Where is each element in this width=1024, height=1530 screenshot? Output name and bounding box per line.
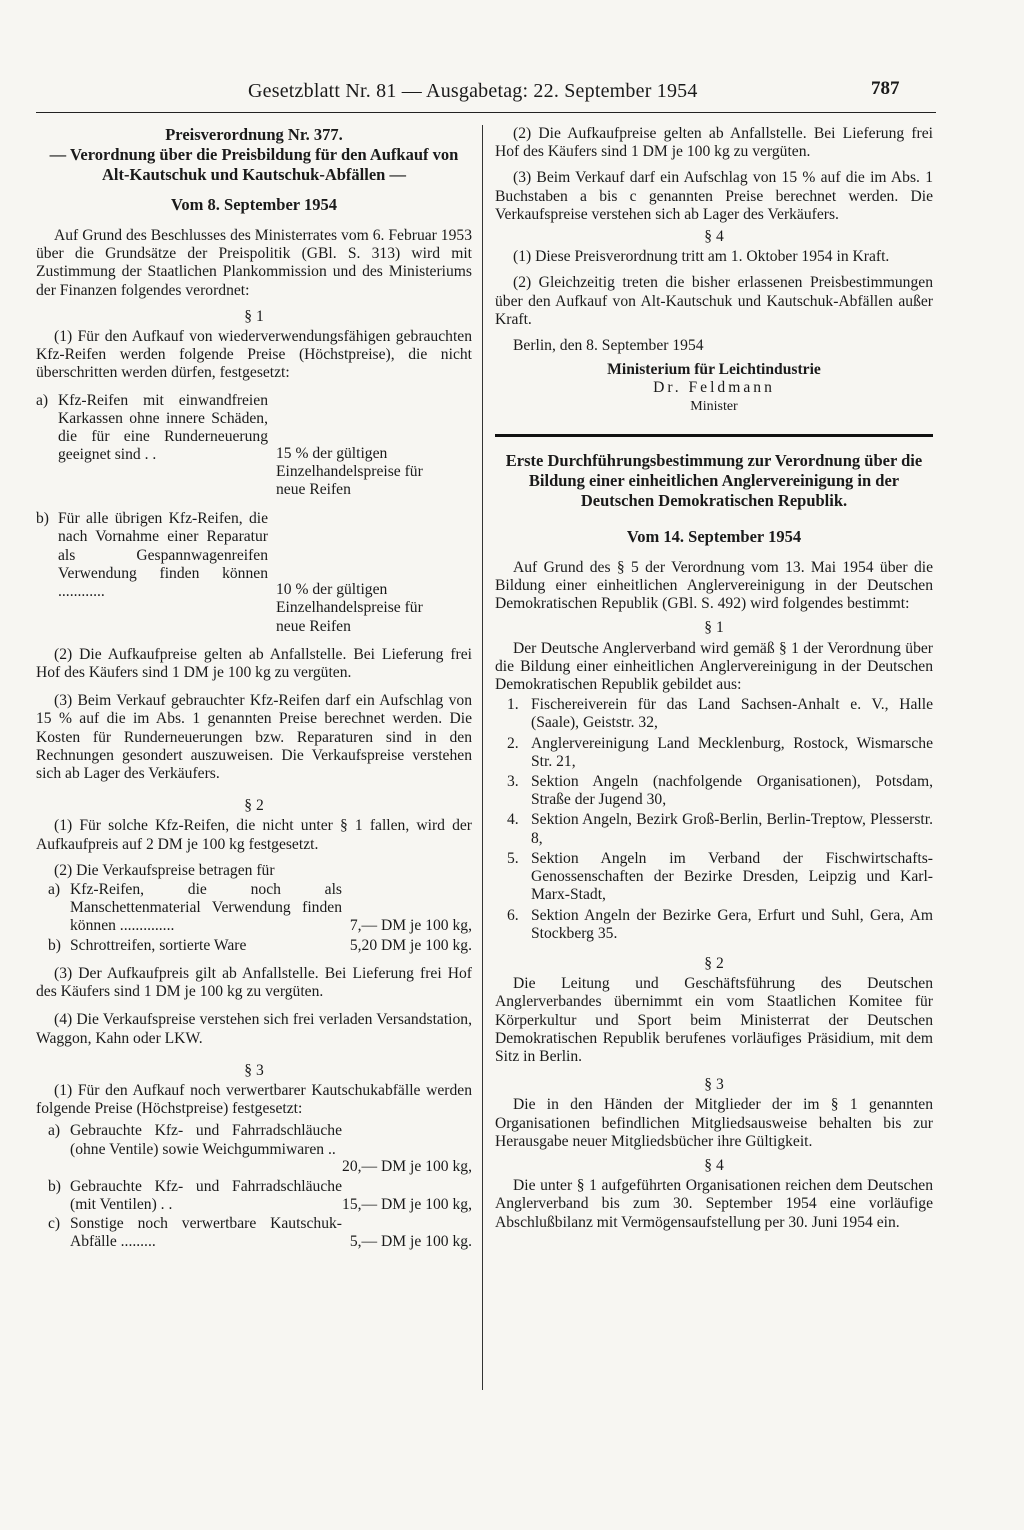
list-item-text: Sektion Angeln (nachfolgende Organisationen), Potsdam, Straße der Jugend 30, (531, 773, 933, 809)
item-text: Sonstige noch verwertbare Kautschuk-Abfälle ......... (70, 1214, 342, 1251)
section-3-para-1: (1) Für den Aufkauf noch verwertbarer Kautschukabfälle werden folgende Preise (Höchstpreise) festgesetzt: (36, 1081, 472, 1118)
price-item-1b (36, 509, 472, 636)
list-item (507, 735, 933, 771)
list-item (507, 907, 933, 943)
item-label: b) (48, 1177, 61, 1195)
list-item-number: 1. (507, 696, 519, 714)
header-rule (36, 112, 936, 113)
item-label: a) (48, 881, 61, 899)
header-title: Gesetzblatt Nr. 81 — Ausgabetag: 22. September 1954 (248, 80, 698, 102)
section-separator (495, 434, 933, 437)
regulation-date: Vom 14. September 1954 (626, 526, 802, 546)
section-2-heading: § 2 (244, 797, 264, 815)
item-text: Für alle übrigen Kfz-Reifen, die nach Vornahme einer Reparatur als Gespannwagenreifen Verwendung finden können ............ (58, 510, 268, 601)
list-item-number: 3. (507, 773, 519, 791)
regulation-intro: Auf Grund des § 5 der Verordnung vom 13. Mai 1954 über die Bildung einer einheitlichen Anglervereinigung in der Deutschen Demokratischen Republik (GBl. S. 492) wird folgendes bestimmt: (495, 558, 933, 613)
list-item (507, 696, 933, 732)
list-item-number: 6. (507, 906, 519, 924)
item-text: Kfz-Reifen mit einwandfreien Karkassen ohne innere Schäden, die für eine Runderneuerung geeignet sind . . (58, 391, 268, 464)
section-2-para-4: (4) Die Verkaufspreise verstehen sich frei verladen Versandstation, Waggon, Kahn oder LKW. (36, 1011, 472, 1047)
item-price: 15,— DM je 100 kg, (342, 1195, 472, 1213)
section-1-para-3: (3) Beim Verkauf gebrauchter Kfz-Reifen darf ein Aufschlag von 15 % auf die im Abs. 1 genannten Preise berechnet werden. Die Kosten für Runderneuerungen bzw. Reparaturen sind in den Rechnungen gesondert auszuweisen. Die Verkaufspreise verstehen sich ab Lager des Verkäufers. (36, 692, 472, 783)
list-item-number: 2. (507, 734, 519, 752)
signer-title: Minister (690, 398, 738, 414)
reg-section-4-heading: § 4 (704, 1156, 724, 1174)
place-date: Berlin, den 8. September 1954 (513, 337, 704, 355)
section-3-para-3: (3) Beim Verkauf darf ein Aufschlag von 15 % auf die im Abs. 1 Buchstaben a bis c genannten Preise berechnet werden. Die Verkaufspreise verstehen sich ab Lager des Verkäufers. (495, 169, 933, 223)
price-item-3c (48, 1215, 472, 1251)
section-2-para-1: (1) Für solche Kfz-Reifen, die nicht unter § 1 fallen, wird der Aufkaufpreis auf 2 DM je 100 kg festgesetzt. (36, 817, 472, 853)
left-column (36, 125, 472, 1251)
list-item-number: 5. (507, 849, 519, 867)
item-label: b) (48, 936, 61, 954)
item-label: c) (48, 1214, 61, 1232)
list-item-number: 4. (507, 811, 519, 829)
item-price: 15 % der gültigen Einzelhandelspreise für neue Reifen (276, 444, 423, 499)
section-4-para-1: (1) Diese Preisverordnung tritt am 1. Oktober 1954 in Kraft. (513, 248, 890, 266)
section-1-para-2: (2) Die Aufkaufpreise gelten ab Anfallstelle. Bei Lieferung frei Hof des Käufers sind 1 DM je 100 kg zu vergüten. (36, 645, 472, 682)
section-3-heading: § 3 (244, 1061, 264, 1079)
list-item (507, 773, 933, 809)
price-item-2b (48, 937, 472, 955)
item-label: a) (48, 1122, 61, 1140)
item-text: Gebrauchte Kfz- und Fahrradschläuche (ohne Ventile) sowie Weichgummiwaren .. (70, 1122, 342, 1158)
ordinance-title: Preisverordnung Nr. 377. (165, 125, 343, 144)
page-header (36, 78, 936, 108)
item-text: Schrottreifen, sortierte Ware (70, 936, 247, 954)
list-item-text: Sektion Angeln der Bezirke Gera, Erfurt und Suhl, Gera, Am Stockberg 35. (531, 906, 933, 942)
signer-name: Dr. Feldmann (653, 379, 775, 397)
list-item (507, 811, 933, 847)
reg-section-2-para: Die Leitung und Geschäftsführung des Deutschen Anglerverbandes übernimmt ein vom Staatlichen Komitee für Körperkultur und Sport beim Ministerrat der Deutschen Demokratischen Republik berufenes vorläufiges Präsidium, mit dem Sitz in Berlin. (495, 975, 933, 1065)
item-price: 5,— DM je 100 kg. (349, 1232, 472, 1250)
item-price: 7,— DM je 100 kg, (349, 917, 472, 935)
section-3-para-2: (2) Die Aufkaufpreise gelten ab Anfallstelle. Bei Lieferung frei Hof des Käufers sind 1 DM je 100 kg zu vergüten. (495, 125, 933, 161)
item-label: a) (36, 391, 49, 409)
ordinance-intro: Auf Grund des Beschlusses des Ministerrates vom 6. Februar 1953 über die Grundsätze der Preispolitik (GBl. S. 313) wird mit Zustimmung der Staatlichen Plankommission und des Ministeriums der Finanzen folgendes verordnet: (36, 227, 472, 299)
ordinance-date: Vom 8. September 1954 (171, 195, 337, 214)
item-text: Kfz-Reifen, die noch als Manschettenmaterial Verwendung finden können .............. (70, 881, 342, 935)
item-price: 5,20 DM je 100 kg. (349, 936, 472, 954)
section-2-para-2: (2) Die Verkaufspreise betragen für (54, 861, 275, 879)
list-item-text: Anglervereinigung Land Mecklenburg, Rostock, Wismarsche Str. 21, (531, 734, 933, 770)
list-item-text: Sektion Angeln, Bezirk Groß-Berlin, Berlin-Treptow, Plesserstr. 8, (531, 811, 933, 847)
section-1-para-1: (1) Für den Aufkauf von wiederverwendungsfähigen gebrauchten Kfz-Reifen werden folgende Preise (Höchstpreise), die nicht überschritten werden dürfen, festgesetzt: (36, 328, 472, 382)
section-4-para-2: (2) Gleichzeitig treten die bisher erlassenen Preisbestimmungen über den Aufkauf von Alt-Kautschuk und Kautschuk-Abfällen außer Kraft. (495, 274, 933, 328)
right-column (495, 125, 933, 1232)
price-item-3a (48, 1122, 472, 1176)
reg-section-4-para: Die unter § 1 aufgeführten Organisationen reichen dem Deutschen Anglerverband bis zum 30. September 1954 eine vorläufige Abschlußbilanz mit Vermögensaufstellung per 30. Juni 1954 ein. (495, 1177, 933, 1231)
reg-section-1-para: Der Deutsche Anglerverband wird gemäß § 1 der Verordnung über die Bildung einer einheitlichen Anglervereinigung in der Deutschen Demokratischen Republik gebildet aus: (495, 639, 933, 694)
list-item-text: Fischereiverein für das Land Sachsen-Anhalt e. V., Halle (Saale), Geiststr. 32, (531, 696, 933, 732)
reg-section-1-heading: § 1 (704, 619, 724, 637)
price-item-3b (48, 1178, 472, 1214)
list-item-text: Sektion Angeln im Verband der Fischwirtschafts-Genossenschaften der Bezirke Dresden, Leipzig und Karl-Marx-Stadt, (531, 849, 933, 904)
item-price: 10 % der gültigen Einzelhandelspreise für neue Reifen (276, 581, 423, 635)
price-item-2a (48, 881, 472, 936)
regulation-title: Erste Durchführungsbestimmung zur Verordnung über die Bildung einer einheitlichen Anglervereinigung in der Deutschen Demokratischen Republik. (505, 450, 923, 510)
reg-section-3-para: Die in den Händen der Mitglieder der im § 1 genannten Organisationen befindlichen Mitgliedsausweise behalten bis zur Herausgabe neuer Mitgliedsbücher ihre Gültigkeit. (495, 1096, 933, 1150)
section-4-heading: § 4 (704, 228, 724, 246)
column-divider (482, 125, 483, 1390)
ministry-name: Ministerium für Leichtindustrie (607, 361, 821, 379)
item-price: 20,— DM je 100 kg, (342, 1158, 472, 1176)
list-item (507, 850, 933, 905)
price-item-1a (36, 391, 472, 500)
section-2-para-3: (3) Der Aufkaufpreis gilt ab Anfallstelle. Bei Lieferung frei Hof des Käufers sind 1 DM je 100 kg zu vergüten. (36, 964, 472, 1001)
section-1-heading: § 1 (244, 307, 264, 325)
item-label: b) (36, 510, 49, 528)
item-text: Gebrauchte Kfz- und Fahrradschläuche (mit Ventilen) . . (70, 1177, 342, 1213)
ordinance-subtitle: — Verordnung über die Preisbildung für den Aufkauf von Alt-Kautschuk und Kautschuk-Abfällen — (49, 145, 459, 184)
organization-list (507, 696, 933, 943)
reg-section-3-heading: § 3 (704, 1076, 724, 1094)
page-number: 787 (871, 78, 900, 99)
reg-section-2-heading: § 2 (704, 954, 724, 972)
